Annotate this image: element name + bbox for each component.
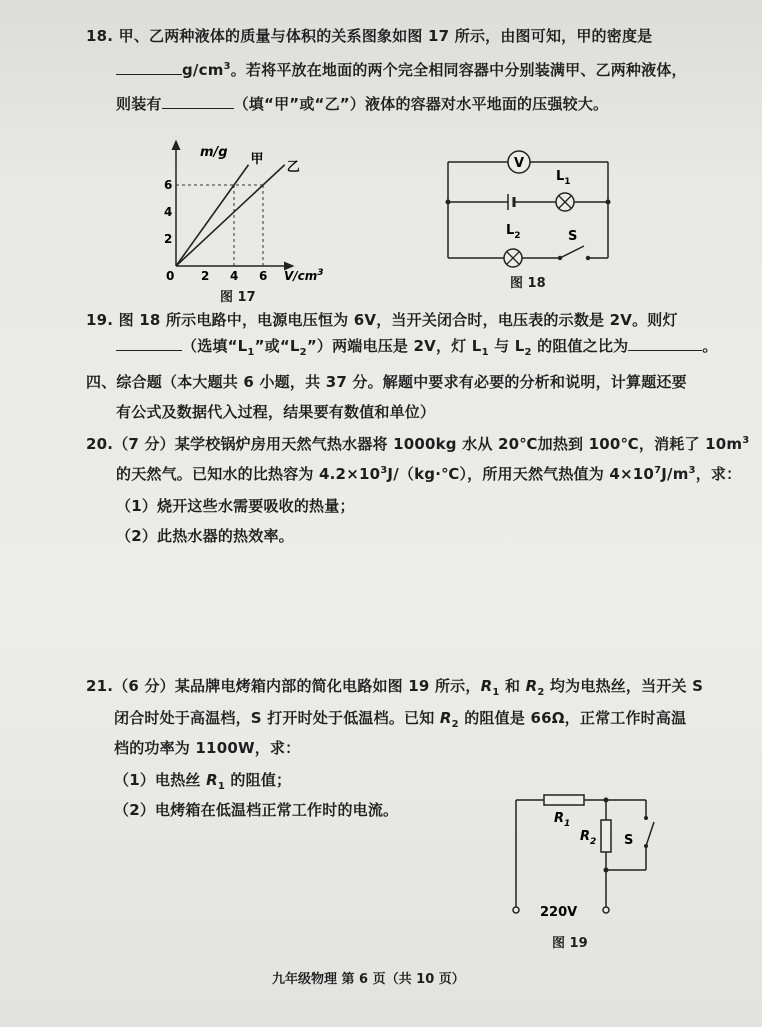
q19-sub2: 2 xyxy=(299,347,307,358)
q21-sub1-r: R xyxy=(206,771,218,789)
q18-text-line3-post: （填“甲”或“乙”）液体的容器对水平地面的压强较大。 xyxy=(233,95,609,113)
q21-text-mid: 和 xyxy=(499,677,526,695)
lamp-l1-symbol xyxy=(556,169,574,211)
q19-line1 xyxy=(86,310,678,330)
q18-line3 xyxy=(116,94,608,114)
r2-label: $R_2$ xyxy=(580,829,597,847)
switch-s-symbol xyxy=(624,816,654,848)
origin-label: 0 xyxy=(166,269,175,283)
figure-17-caption: 图 17 xyxy=(220,290,256,305)
q18-unit: g/cm xyxy=(182,61,224,79)
y-tick-4: 4 xyxy=(164,205,173,219)
y-axis-label: m/g xyxy=(200,145,228,160)
q19-text-c: ”）两端电压是 2V，灯 L xyxy=(306,337,482,355)
q21-line2 xyxy=(114,708,686,728)
q18-text-line3-pre: 则装有 xyxy=(116,95,162,113)
q19-sub3: 1 xyxy=(481,347,489,358)
q20-text-b: J/（kg·℃），所用天然气热值为 4×10 xyxy=(387,465,655,483)
q18-line1 xyxy=(86,26,652,46)
y-tick-6: 6 xyxy=(164,178,173,192)
x-tick-2: 2 xyxy=(201,269,210,283)
q20-exp-c: 3 xyxy=(688,465,696,476)
q19-text-b: ”或“L xyxy=(254,337,300,355)
q19-answer-blank-lamp[interactable] xyxy=(116,336,182,351)
q20-sub1: （1）烧开这些水需要吸收的热量； xyxy=(116,497,355,515)
q21-r1-sub: 1 xyxy=(492,687,500,698)
svg-text:V: V xyxy=(514,156,525,171)
q18-text-line2: 。若将平放在地面的两个完全相同容器中分别装满甲、乙两种液体， xyxy=(230,61,687,79)
resistor-r2-symbol xyxy=(601,820,611,852)
q21-line2-b: 的阻值是 66Ω，正常工作时高温 xyxy=(458,709,687,727)
q20-exp-b: 7 xyxy=(654,465,662,476)
q21-line1 xyxy=(86,676,703,696)
q21-r1: R xyxy=(480,677,493,695)
q21-line2-r2: R xyxy=(439,709,452,727)
q21-sub1 xyxy=(114,770,291,790)
lamp-l2-symbol xyxy=(504,223,522,267)
q20-exp1: 3 xyxy=(742,435,750,446)
x-tick-4: 4 xyxy=(230,269,239,283)
series-line-2 xyxy=(176,165,285,266)
q18-answer-blank-liquid[interactable] xyxy=(162,94,234,109)
r1-label: $R_1$ xyxy=(554,811,571,829)
q19-sub1: 1 xyxy=(247,347,255,358)
q18-number: 18. xyxy=(86,27,114,45)
series-label-2: 乙 xyxy=(286,159,300,175)
resistor-r1-symbol xyxy=(544,795,584,805)
q21-line2-a: 闭合时处于高温档，S 打开时处于低温档。已知 xyxy=(114,709,440,727)
q21-line2-r2-sub: 2 xyxy=(451,719,459,730)
y-tick-2: 2 xyxy=(164,232,173,246)
q20-text-c: J/m xyxy=(661,465,689,483)
svg-text:S: S xyxy=(568,229,578,244)
svg-text:L2: $L_2$ xyxy=(506,223,521,241)
series-line-1 xyxy=(176,165,249,266)
svg-text:S: S xyxy=(624,833,634,848)
q21-r2: R xyxy=(525,677,538,695)
figure-19-caption: 图 19 xyxy=(552,936,588,951)
q19-text-end: 。 xyxy=(702,337,718,355)
x-axis-label: $V/cm^3$ xyxy=(284,268,324,283)
q21-sub2: （2）电烤箱在低温档正常工作时的电流。 xyxy=(114,801,399,819)
q20-sub2: （2）此热水器的热效率。 xyxy=(116,527,294,545)
q19-number: 19. xyxy=(86,311,114,329)
q21-sub1-a: （1）电热丝 xyxy=(114,771,207,789)
x-tick-6: 6 xyxy=(259,269,268,283)
q19-text-e: 的阻值之比为 xyxy=(531,337,629,355)
terminal-left xyxy=(513,907,519,913)
q20-line2 xyxy=(116,464,741,484)
q19-text-a: （选填“L xyxy=(182,337,248,355)
series-label-1: 甲 xyxy=(250,151,264,167)
q18-unit-exp: 3 xyxy=(223,61,231,72)
q19-text-d: 与 L xyxy=(488,337,525,355)
svg-text:L1: $L_1$ xyxy=(556,169,571,187)
figure-19-circuit xyxy=(500,790,670,920)
figure-17-graph xyxy=(160,140,340,300)
q21-number: 21. xyxy=(86,677,114,695)
terminal-right xyxy=(603,907,609,913)
q21-text-a: （6 分）某品牌电烤箱内部的简化电路如图 19 所示， xyxy=(113,677,481,695)
q19-sub4: 2 xyxy=(524,347,532,358)
q20-text-line1: （7 分）某学校锅炉房用天然气热水器将 1000kg 水从 20℃加热到 100℃，消耗了 10m xyxy=(113,435,743,453)
q20-exp-a: 3 xyxy=(380,465,388,476)
q19-line2 xyxy=(116,336,718,356)
switch-symbol xyxy=(558,229,590,260)
q20-text-a: 的天然气。已知水的比热容为 4.2×10 xyxy=(116,465,381,483)
q20-line1 xyxy=(86,434,749,454)
figure-18-circuit xyxy=(438,140,618,270)
page-footer: 九年级物理 第 6 页（共 10 页） xyxy=(272,972,465,987)
q21-text-b: 均为电热丝，当开关 S xyxy=(544,677,704,695)
q20-text-d: ，求： xyxy=(695,465,742,483)
voltage-label: 220V xyxy=(540,905,578,920)
q18-text-line1: 甲、乙两种液体的质量与体积的关系图象如图 17 所示，由图可知，甲的密度是 xyxy=(118,27,653,45)
q21-sub1-b: 的阻值； xyxy=(225,771,292,789)
voltmeter-symbol xyxy=(508,151,530,173)
q19-text-line1: 图 18 所示电路中，电源电压恒为 6V，当开关闭合时，电压表的示数是 2V。则灯 xyxy=(118,311,678,329)
section4-heading-line1: 四、综合题（本大题共 6 小题，共 37 分。解题中要求有必要的分析和说明，计算题还要 xyxy=(86,373,687,391)
q20-number: 20. xyxy=(86,435,114,453)
q21-r2-sub: 2 xyxy=(537,687,545,698)
q21-line3: 档的功率为 1100W，求： xyxy=(114,739,301,757)
figure-18-caption: 图 18 xyxy=(510,276,546,291)
q18-line2 xyxy=(116,60,687,80)
q21-sub1-sub: 1 xyxy=(217,781,225,792)
section4-heading-line2: 有公式及数据代入过程，结果要有数值和单位） xyxy=(116,403,436,421)
q19-answer-blank-ratio[interactable] xyxy=(628,336,702,351)
q18-answer-blank-density[interactable] xyxy=(116,60,182,75)
